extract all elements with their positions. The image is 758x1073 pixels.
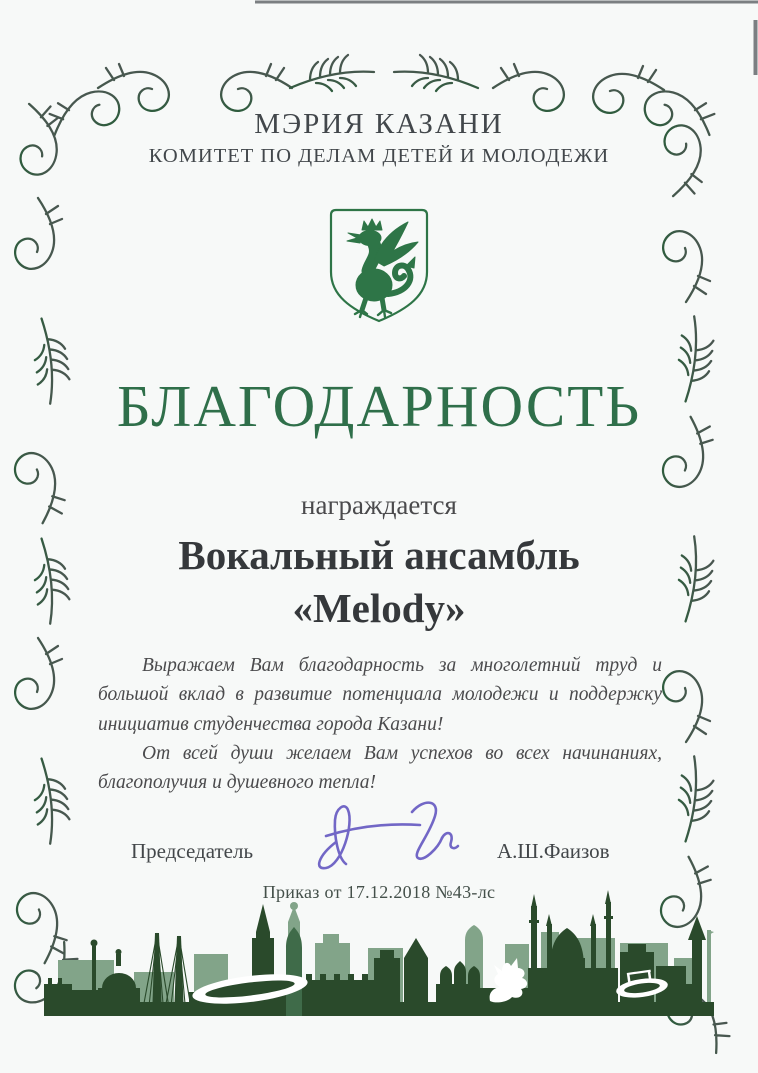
kazan-coat-of-arms-icon	[324, 206, 434, 330]
recipient-name-line1: Вокальный ансамбль	[178, 532, 580, 578]
org-name: МЭРИЯ КАЗАНИ	[254, 108, 504, 140]
body-paragraph-2: От всей души желаем Вам успехов во всех начинаниях, благополучия и душевного тепла!	[98, 742, 662, 793]
body-paragraph-1: Выражаем Вам благодарность за многолетний труд и большой вклад в развитие потенциала молодежи и поддержку инициатив студенчества города Казани!	[98, 655, 662, 735]
zilant-dragon-icon	[347, 219, 418, 317]
kazan-skyline-icon	[44, 888, 714, 1016]
body-text	[98, 651, 662, 797]
handwritten-signature-icon	[288, 790, 473, 880]
certificate-title: БЛАГОДАРНОСТЬ	[116, 373, 642, 439]
recipient-name-line2: «Melody»	[292, 585, 466, 631]
signer-role: Председатель	[131, 839, 254, 863]
award-label: награждается	[301, 490, 457, 520]
committee-name: КОМИТЕТ ПО ДЕЛАМ ДЕТЕЙ И МОЛОДЕЖИ	[148, 145, 610, 167]
signer-name: А.Ш.Фаизов	[497, 839, 610, 863]
order-reference: Приказ от 17.12.2018 №43-лс	[262, 882, 496, 902]
